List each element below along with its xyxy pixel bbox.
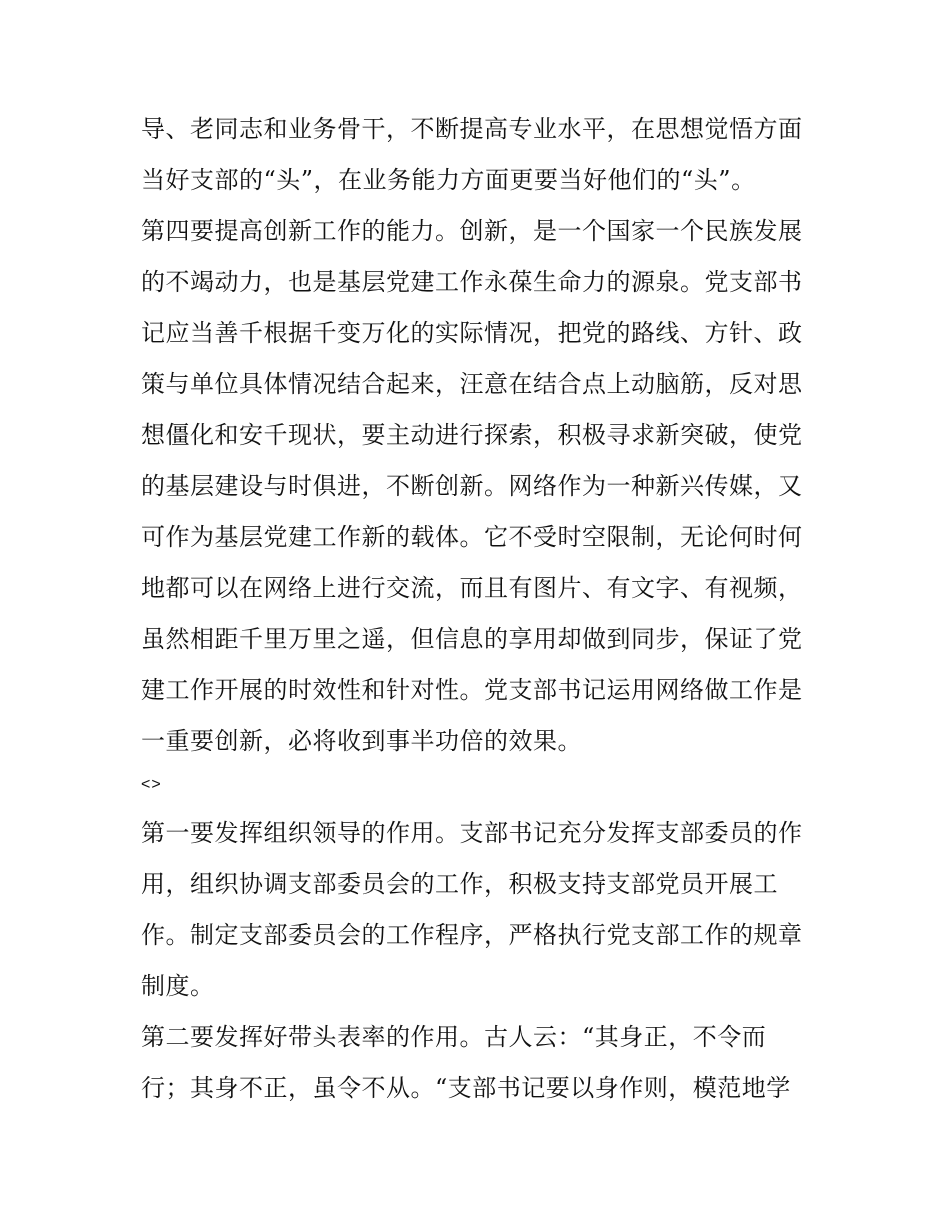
text-line: 第四要提高创新工作的能力。创新，是一个国家一个民族发展 (141, 217, 803, 245)
text-line: 第一要发挥组织领导的作用。支部书记充分发挥支部委员的作 (141, 819, 803, 847)
section-marker: <> (141, 776, 162, 793)
text-line: 当好支部的“头”，在业务能力方面更要当好他们的“头”。 (141, 166, 756, 194)
text-line: 作。制定支部委员会的工作程序，严格执行党支部工作的规章 (141, 921, 803, 949)
text-line: 用，组织协调支部委员会的工作，积极支持支部党员开展工 (141, 870, 778, 898)
text-line: 想僵化和安千现状，要主动进行探索，积极寻求新突破，使党 (141, 421, 803, 449)
text-line: 地都可以在网络上进行交流，而且有图片、有文字、有视频， (141, 574, 803, 602)
text-line: 建工作开展的时效性和针对性。党支部书记运用网络做工作是 (141, 676, 803, 704)
text-line: 虽然相距千里万里之遥，但信息的享用却做到同步，保证了党 (141, 625, 803, 653)
text-line: 导、老同志和业务骨干，不断提高专业水平，在思想觉悟方面 (141, 115, 803, 143)
text-line: 的基层建设与时俱进，不断创新。网络作为一种新兴传媒，又 (141, 472, 803, 500)
text-line: 一重要创新，必将收到事半功倍的效果。 (141, 727, 582, 755)
text-line: 制度。 (141, 972, 215, 1000)
text-line: 的不竭动力，也是基层党建工作永葆生命力的源泉。党支部书 (141, 268, 803, 296)
text-line: 策与单位具体情况结合起来，汪意在结合点上动脑筋，反对思 (141, 370, 803, 398)
text-line: 记应当善千根据千变万化的实际情况，把党的路线、方针、政 (141, 319, 803, 347)
text-line: 行；其身不正，虽令不从。“支部书记要以身作则，模范地学 (141, 1074, 791, 1102)
text-line: 可作为基层党建工作新的载体。它不受时空限制，无论何时何 (141, 523, 803, 551)
text-line: 第二要发挥好带头表率的作用。古人云：“其身正，不令而 (141, 1023, 767, 1051)
